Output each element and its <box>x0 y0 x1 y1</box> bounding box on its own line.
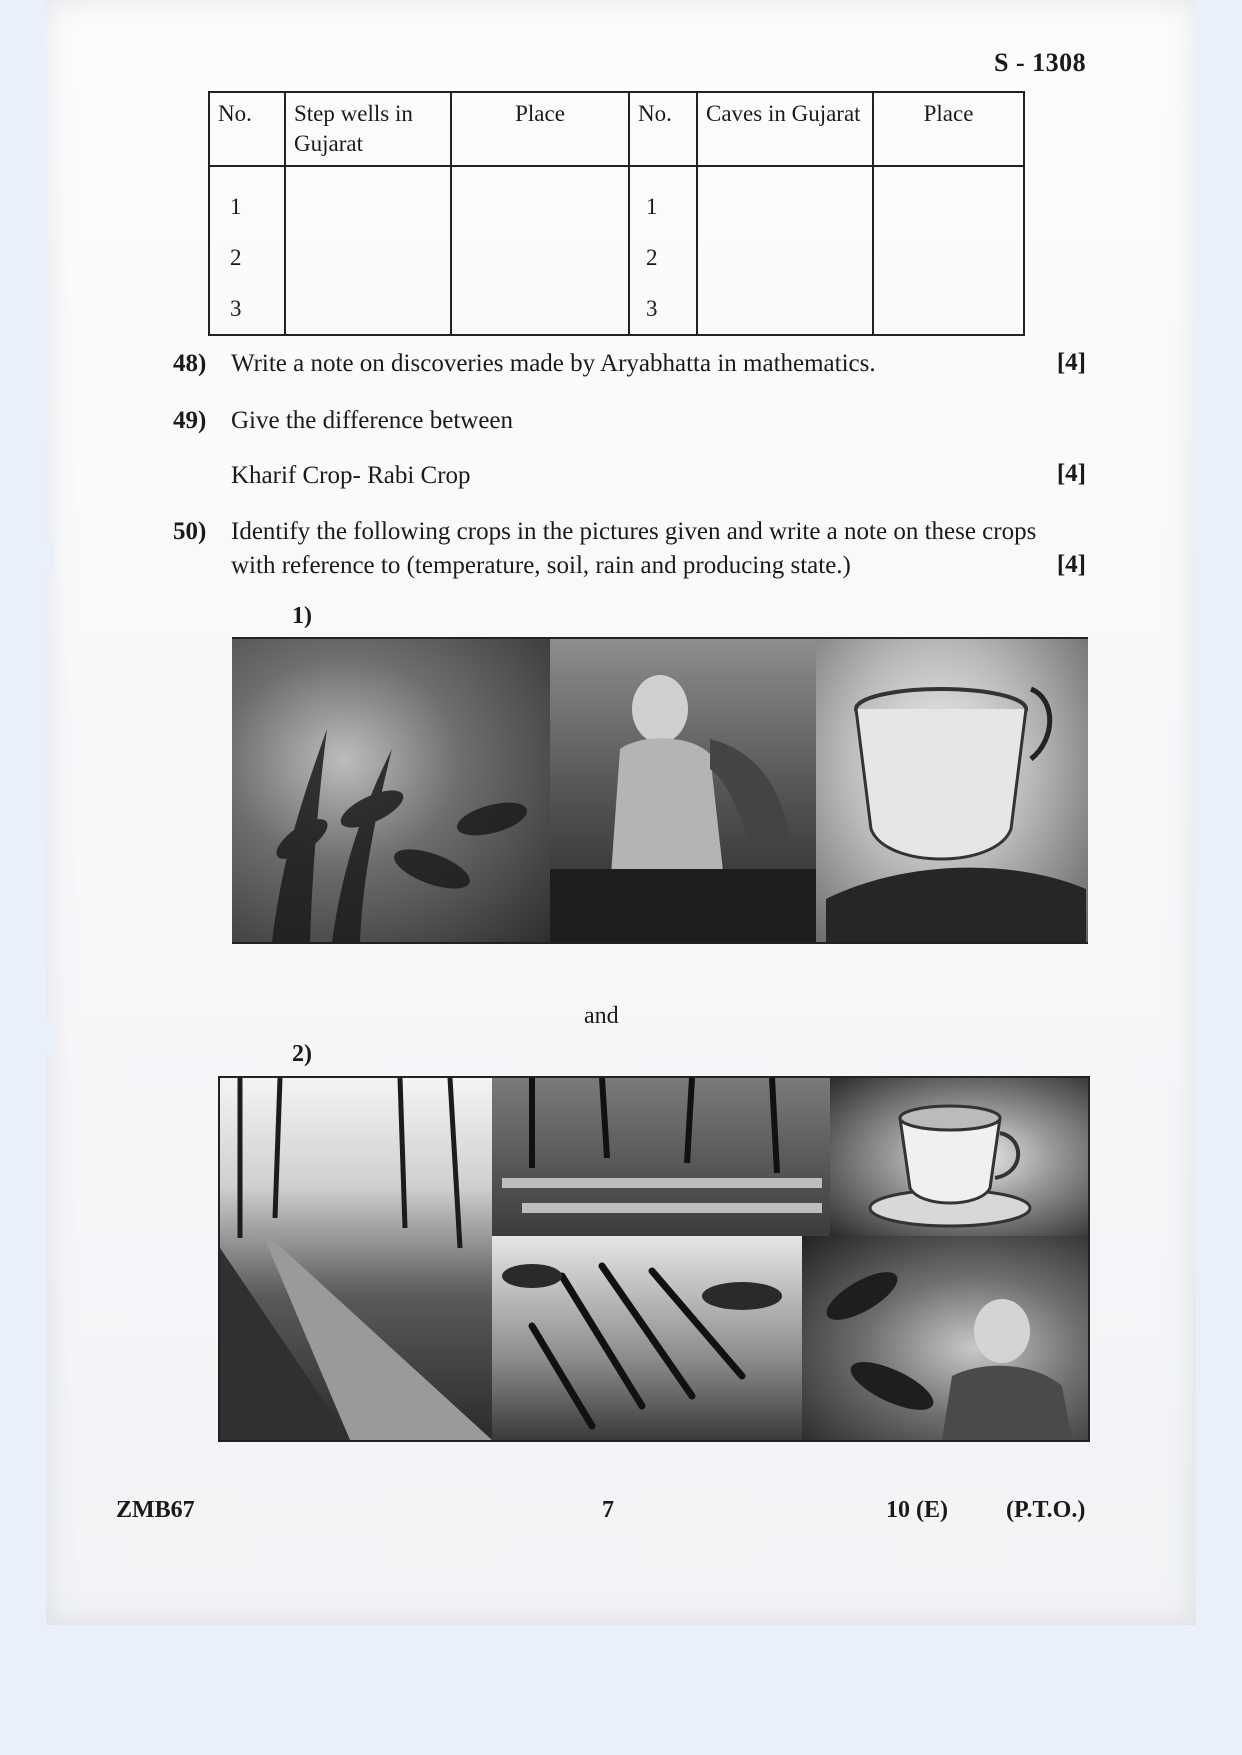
coffee-berries-photo <box>492 1236 802 1440</box>
marks: [4] <box>1056 349 1086 376</box>
question-text-line2: with reference to (temperature, soil, rain and producing state.) <box>231 552 851 579</box>
coffee-crop-photos <box>218 1076 1090 1442</box>
row-number: 3 <box>646 295 658 321</box>
question-49-subtext: Kharif Crop- Rabi Crop <box>231 462 471 489</box>
blank-cell <box>873 166 1024 335</box>
question-number: 50) <box>173 518 207 545</box>
coffee-picker-photo <box>802 1236 1088 1440</box>
row-numbers-left <box>209 166 285 335</box>
page-number: 7 <box>602 1497 614 1523</box>
col-place: Place <box>451 92 629 166</box>
question-49 <box>173 404 1073 440</box>
connector-text: and <box>584 1003 619 1029</box>
col-no: No. <box>629 92 697 166</box>
col-place: Place <box>873 92 1024 166</box>
row-number: 2 <box>230 244 242 270</box>
coffee-estate-photo <box>492 1078 830 1236</box>
picture-label-1: 1) <box>292 603 312 629</box>
row-number: 1 <box>230 193 242 219</box>
row-number: 3 <box>230 295 242 321</box>
col-no: No. <box>209 92 285 166</box>
row-number: 1 <box>646 193 658 219</box>
question-50 <box>173 515 1093 585</box>
marks: [4] <box>1056 460 1086 487</box>
footer-section: 10 (E) <box>886 1497 948 1523</box>
question-number: 48) <box>173 350 207 377</box>
question-text-line1: Identify the following crops in the pictures given and write a note on these crops <box>231 518 1037 545</box>
paper-code: S - 1308 <box>994 48 1087 77</box>
question-48 <box>173 347 1073 383</box>
tea-cup-photo <box>816 639 1088 942</box>
blank-cell <box>451 166 629 335</box>
coffee-plantation-row-photo <box>220 1078 492 1440</box>
coffee-cup-photo <box>830 1078 1088 1236</box>
row-number: 2 <box>646 244 658 270</box>
col-caves: Caves in Gujarat <box>697 92 873 166</box>
picture-label-2: 2) <box>292 1041 312 1067</box>
question-number: 49) <box>173 407 207 434</box>
tea-bush-photo <box>232 639 550 942</box>
row-numbers-right <box>629 166 697 335</box>
tea-crop-photos <box>232 637 1088 944</box>
monuments-table <box>208 91 1025 336</box>
question-text: Write a note on discoveries made by Aryabhatta in mathematics. <box>231 350 876 377</box>
blank-cell <box>285 166 451 335</box>
marks: [4] <box>1056 551 1086 578</box>
pto-note: (P.T.O.) <box>1006 1497 1086 1523</box>
tea-picker-photo <box>550 639 816 942</box>
question-text: Give the difference between <box>231 407 514 434</box>
col-step-wells: Step wells in Gujarat <box>285 92 451 166</box>
blank-cell <box>697 166 873 335</box>
footer-code: ZMB67 <box>116 1497 195 1523</box>
